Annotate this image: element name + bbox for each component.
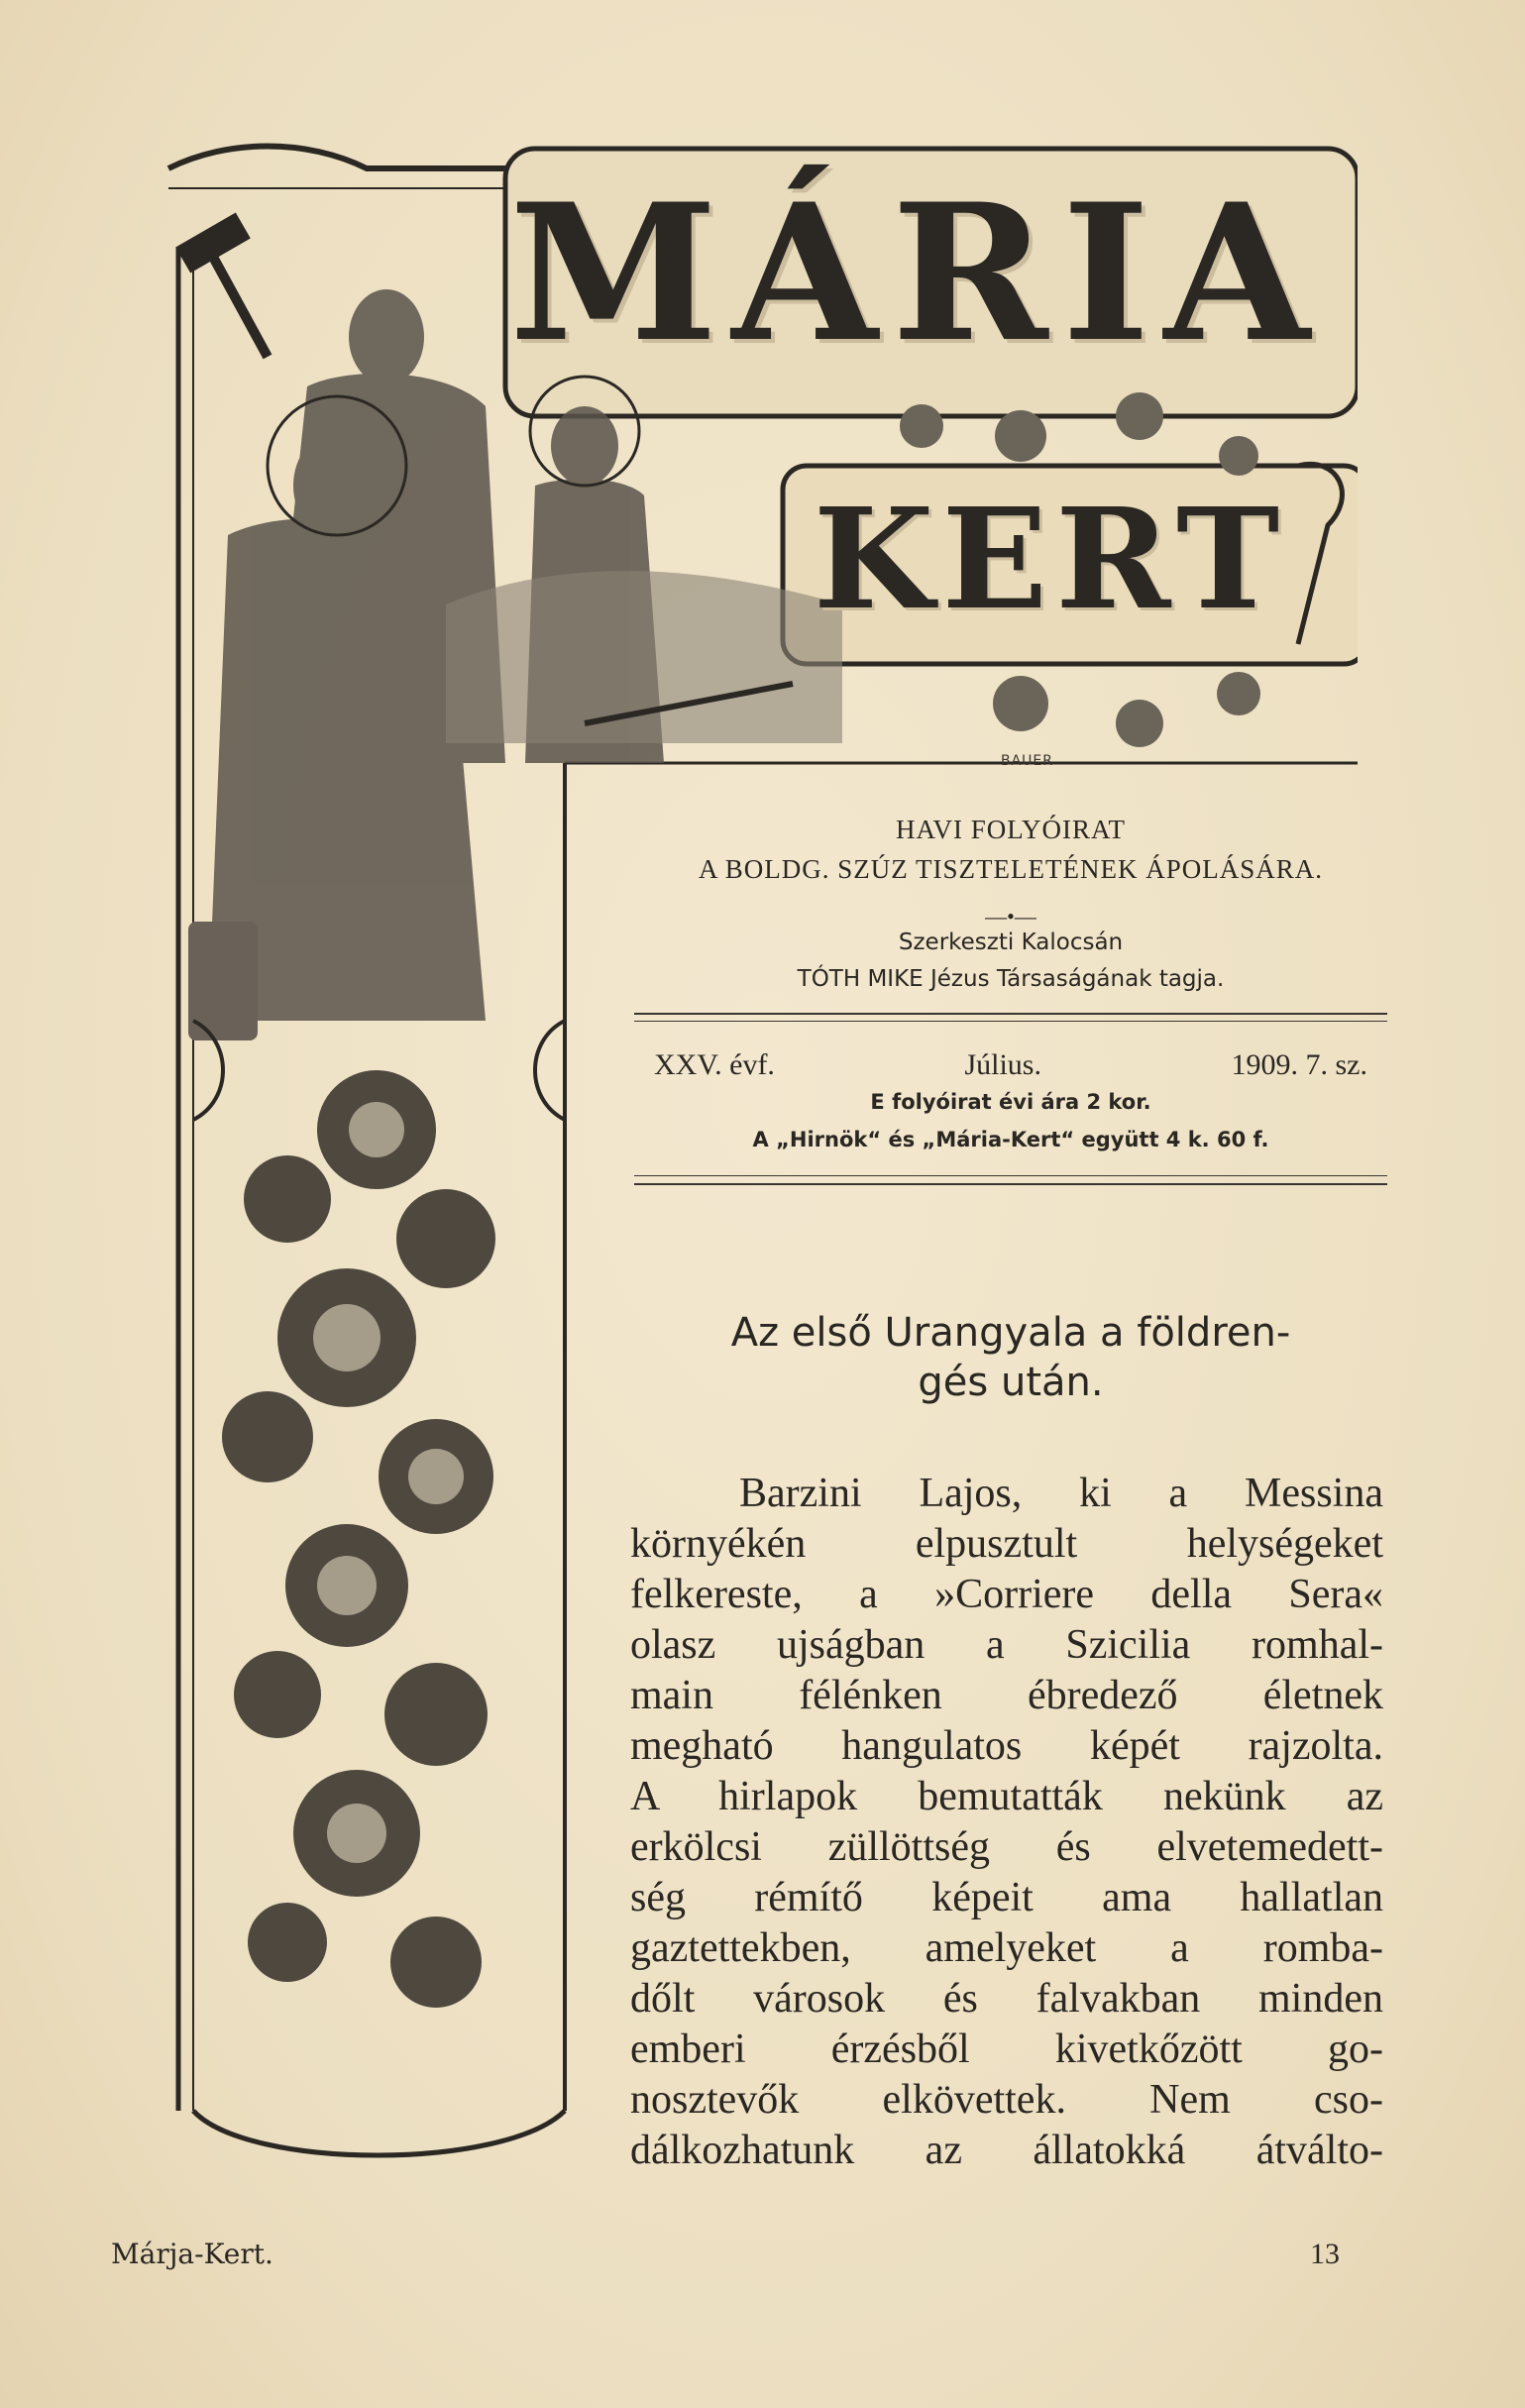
- body-line: megható hangulatos képét rajzolta.: [630, 1723, 1383, 1769]
- article-title: [634, 1308, 1387, 1407]
- body-line: Barzini Lajos, ki a Messina: [739, 1471, 1383, 1516]
- combined-price-line: A „Hirnök“ és „Mária-Kert“ együtt 4 k. 60 f.: [752, 1128, 1269, 1151]
- body-line: dálkozhatunk az állatokká átválto-: [630, 2128, 1383, 2173]
- divider-rule: [634, 1183, 1387, 1185]
- article-title-line: Az első Urangyala a földren-: [730, 1310, 1291, 1356]
- body-line: erkölcsi züllöttség és elvetemedett-: [630, 1824, 1383, 1870]
- issue-month: Július.: [964, 1048, 1041, 1081]
- body-line: main félénken ébredező életnek: [630, 1673, 1383, 1718]
- page-number: 13: [1310, 2238, 1340, 2270]
- divider-rule: [634, 1013, 1387, 1015]
- header-editor-name: TÓTH MIKE Jézus Társaságának tagja.: [797, 966, 1225, 992]
- masthead-title: MÁRIA: [509, 162, 1324, 383]
- header-separator: —•—: [985, 904, 1036, 929]
- body-line: dőlt városok és falvakban minden: [630, 1976, 1383, 2022]
- issue-volume: XXV. évf.: [654, 1048, 775, 1081]
- header-editor-place: Szerkeszti Kalocsán: [898, 930, 1124, 955]
- body-line: A hirlapok bemutatták nekünk az: [630, 1774, 1383, 1819]
- article-body: [630, 1469, 1383, 2176]
- article-title-line: gés után.: [918, 1360, 1104, 1405]
- price-line: E folyóirat évi ára 2 kor.: [870, 1090, 1151, 1114]
- masthead-subtitle: KERT: [813, 479, 1288, 641]
- body-line: emberi érzésből kivetkőzött go-: [630, 2026, 1383, 2072]
- issue-year-number: 1909. 7. sz.: [1231, 1048, 1367, 1081]
- issue-info-row: [654, 1048, 1367, 1082]
- body-line: nosztevők elkövettek. Nem cso-: [630, 2077, 1383, 2123]
- divider-rule: [634, 1175, 1387, 1176]
- body-line: ség rémítő képeit ama hallatlan: [630, 1875, 1383, 1920]
- artist-signature: BAUER: [1001, 753, 1054, 769]
- footer-journal-name: Márja-Kert.: [111, 2238, 273, 2270]
- body-line: felkereste, a »Corriere della Sera«: [630, 1572, 1383, 1617]
- body-line: környékén elpusztult helységeket: [630, 1521, 1383, 1567]
- divider-rule: [634, 1021, 1387, 1022]
- header-periodical: HAVI FOLYÓIRAT: [895, 815, 1127, 844]
- body-line: gaztettekben, amelyeket a romba-: [630, 1925, 1383, 1971]
- body-line: olasz ujságban a Szicilia romhal-: [630, 1622, 1383, 1668]
- header-purpose: A BOLDG. SZÚZ TISZTELETÉNEK ÁPOLÁSÁRA.: [699, 854, 1323, 884]
